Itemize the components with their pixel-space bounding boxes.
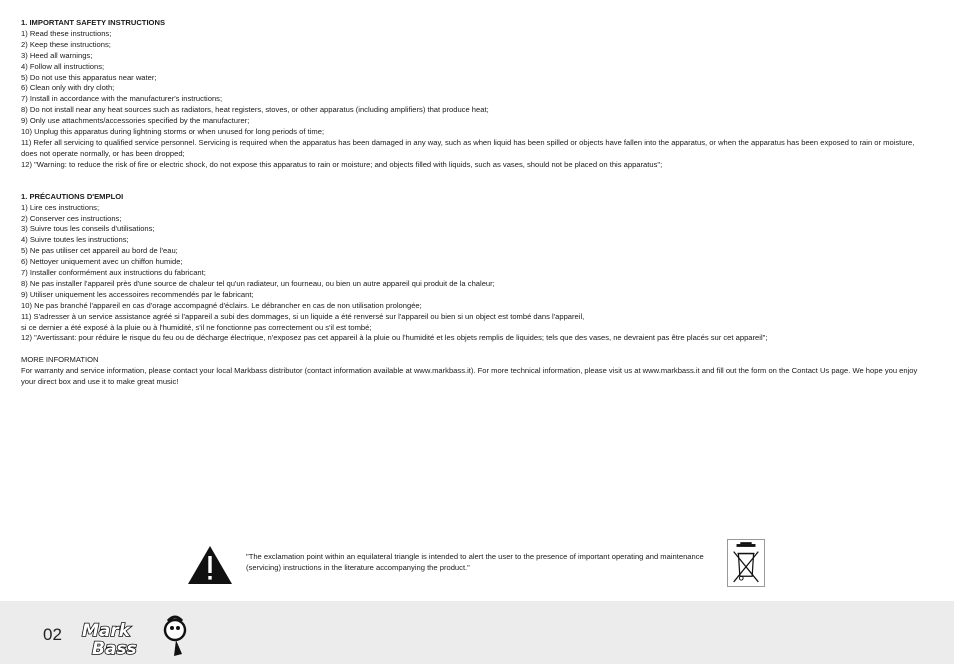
markbass-logo-icon: [78, 604, 194, 662]
list-item: 3) Suivre tous les conseils d'utilisations;: [21, 224, 155, 234]
list-item: 9) Utiliser uniquement les accessoires recommendés par le fabricant;: [21, 289, 254, 299]
list-item: 8) Do not install near any heat sources such as radiators, heat registers, stoves, or other apparatus (including amplifiers) that produce heat;: [21, 105, 489, 115]
list-item: 4) Suivre toutes les instructions;: [21, 235, 129, 245]
list-item: 9) Only use attachments/accessories specified by the manufacturer;: [21, 116, 250, 126]
warning-notice: [187, 545, 767, 590]
more-info-text: For warranty and service information, please contact your local Markbass distributor (contact information available at www.markbass.it). For more technical information, please visit us at www.markbass.it and fill out the form on the Contact Us page. We hope you enjoy your direct box and use it to make great music!: [21, 366, 918, 387]
list-item: 11) S'adresser à un service assistance agréé si l'appareil a subi des dommages, si un liquide a été renversé sur l'appareil ou bien si un object est tombé dans l'appareil,: [21, 311, 585, 321]
list-item: 2) Keep these instructions;: [21, 39, 111, 49]
svg-text:Mark: Mark: [82, 621, 131, 641]
exclamation-triangle-icon: [187, 545, 233, 585]
page-number: 02: [43, 625, 62, 644]
list-item: 5) Ne pas utiliser cet appareil au bord de l'eau;: [21, 246, 178, 256]
list-item: 10) Ne pas branché l'appareil en cas d'orage accompagné d'éclairs. Le débrancher en cas de non utilisation prolongée;: [21, 300, 422, 310]
list-item: 5) Do not use this apparatus near water;: [21, 72, 157, 82]
list-item: 12) "Avertissant: pour réduire le risque du feu ou de décharge électrique, n'exposez pas cet appareil à la pluie ou l'humidité et les objets remplis de liquides; tels que des vases, ne devraient pas être placés sur cet appareil";: [21, 333, 768, 343]
document-body: [21, 18, 921, 388]
list-item: 7) Install in accordance with the manufacturer's instructions;: [21, 94, 223, 104]
english-section-title: 1. IMPORTANT SAFETY INSTRUCTIONS: [21, 18, 166, 27]
list-item: 10) Unplug this apparatus during lightning storms or when unused for long periods of time;: [21, 127, 325, 137]
list-item: 8) Ne pas installer l'appareil près d'une source de chaleur tel qu'un radiateur, un fourneau, ou bien un autre appareil qui produit de la chaleur;: [21, 278, 495, 288]
list-item: 1) Lire ces instructions;: [21, 202, 100, 212]
crossed-out-wheelie-bin-icon: [727, 539, 765, 587]
list-item: 6) Clean only with dry cloth;: [21, 83, 115, 93]
list-item: 3) Heed all warnings;: [21, 50, 93, 60]
list-item: 11) Refer all servicing to qualified service personnel. Servicing is required when the apparatus has been damaged in any way, such as when liquid has been spilled or objects have fallen into the apparatus, or when the apparatus has been exposed to rain or moisture, does not operate normally, or has been dropped;: [21, 137, 915, 158]
page-footer: [0, 601, 954, 664]
list-item: 2) Conserver ces instructions;: [21, 213, 122, 223]
svg-text:Bass: Bass: [92, 639, 137, 659]
section-spacer: [21, 171, 921, 192]
french-instruction-list: [21, 203, 921, 345]
section-spacer: [21, 344, 921, 355]
french-section-title: 1. PRÉCAUTIONS D'EMPLOI: [21, 191, 124, 201]
list-item: 12) "Warning: to reduce the risk of fire or electric shock, do not expose this apparatus to rain or moisture; and objects filled with liquids, such as vases, should not be placed on this apparatus";: [21, 159, 663, 169]
more-info-heading: MORE INFORMATION: [21, 355, 99, 365]
list-item: 7) Installer conformément aux instructions du fabricant;: [21, 268, 206, 278]
list-item: 4) Follow all instructions;: [21, 61, 105, 71]
notice-text: "The exclamation point within an equilateral triangle is intended to alert the user to the presence of important operating and maintenance (servicing) instructions in the literature accompanying the product.": [246, 552, 704, 572]
list-item: 1) Read these instructions;: [21, 28, 112, 38]
list-item: 6) Nettoyer uniquement avec un chiffon humide;: [21, 257, 183, 267]
english-instruction-list: [21, 29, 921, 171]
list-item: si ce dernier a été exposé à la pluie ou à l'humidité, s'il ne fonctionne pas correctement ou s'il est tombé;: [21, 322, 372, 332]
